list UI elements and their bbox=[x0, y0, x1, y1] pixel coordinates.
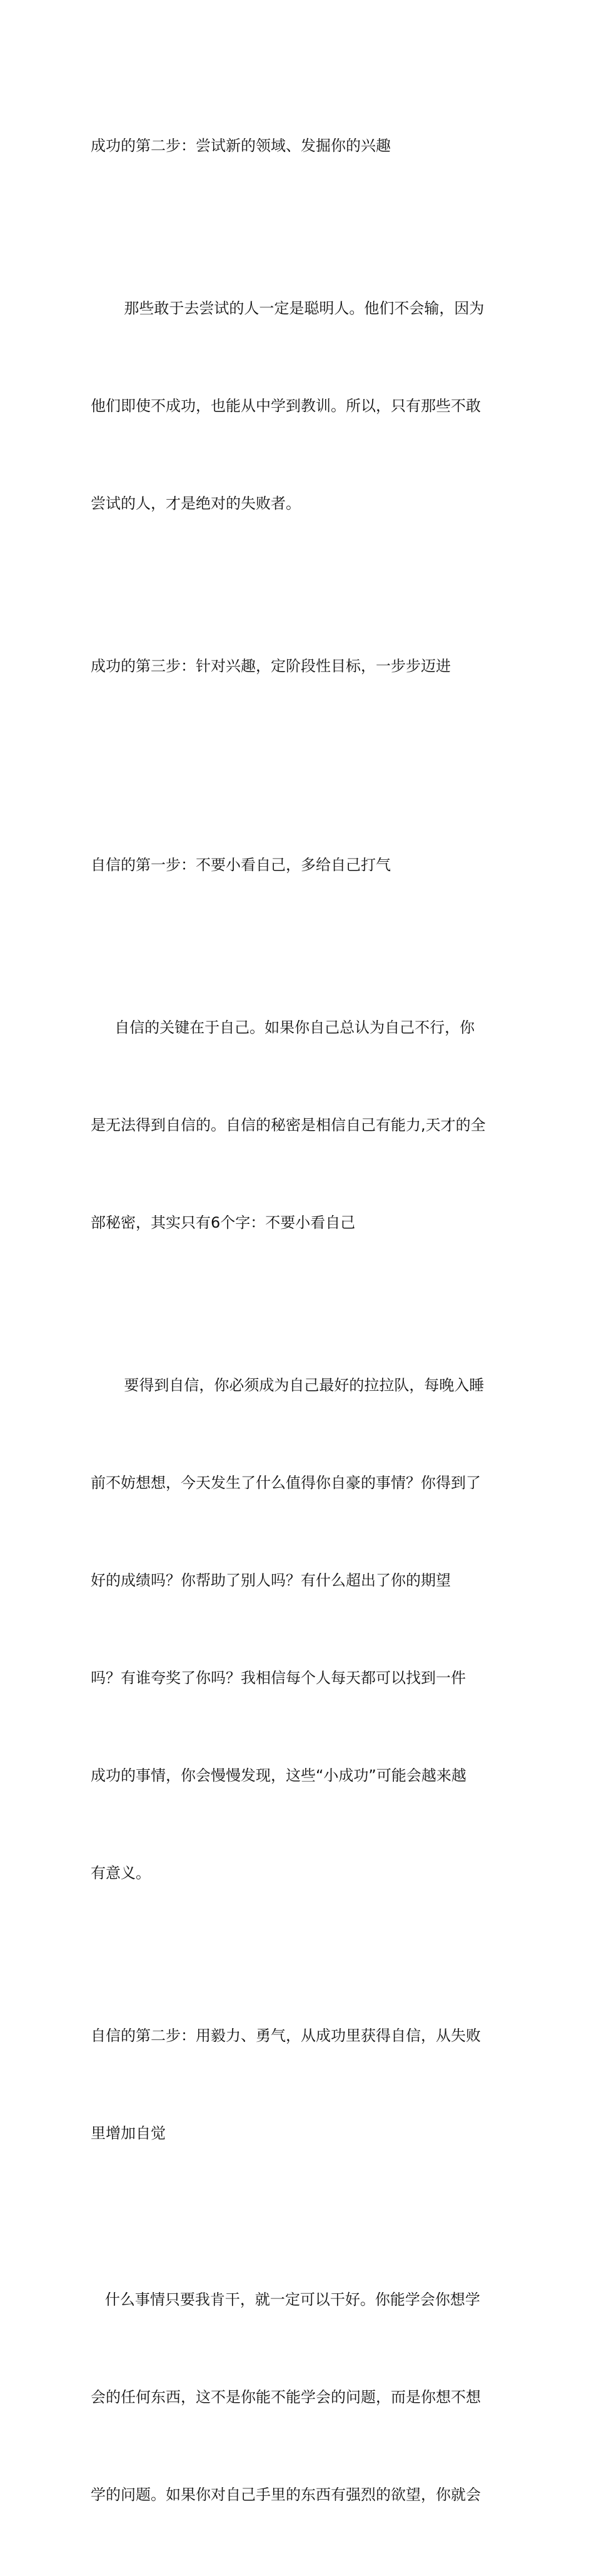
text-line: 部秘密，其实只有6个字：不要小看自己 bbox=[91, 1214, 356, 1231]
text-line: 里增加自觉 bbox=[91, 2124, 166, 2142]
text-line: 要得到自信，你必须成为自己最好的拉拉队，每晚入睡 bbox=[91, 1376, 485, 1394]
section-heading-confidence-step-1 bbox=[91, 784, 506, 946]
text-line: 是无法得到自信的。自信的秘密是相信自己有能力,天才的全 bbox=[91, 1116, 486, 1134]
text-line: 学的问题。如果你对自己手里的东西有强烈的欲望，你就会 bbox=[91, 2486, 481, 2503]
text-line: 成功的第三步：针对兴趣，定阶段性目标，一步步迈进 bbox=[91, 657, 451, 675]
section-heading-success-step-3 bbox=[91, 585, 506, 747]
paragraph-confidence-key bbox=[91, 946, 506, 1304]
text-line: 尝试的人，才是绝对的失败者。 bbox=[91, 495, 301, 512]
text-line: 他们即使不成功，也能从中学到教训。所以，只有那些不敢 bbox=[91, 397, 481, 415]
text-line: 自信的第二步：用毅力、勇气，从成功里获得自信，从失败 bbox=[91, 2027, 481, 2044]
text-line: 好的成绩吗？你帮助了别人吗？有什么超出了你的期望 bbox=[91, 1572, 451, 1589]
paragraph-cheerleader bbox=[91, 1304, 506, 1954]
text-line: 有意义。 bbox=[91, 1864, 151, 1882]
section-heading-confidence-step-2 bbox=[91, 1954, 506, 2215]
document-body bbox=[91, 64, 506, 2576]
text-line: 吗？有谁夸奖了你吗？我相信每个人每天都可以找到一件 bbox=[91, 1669, 466, 1687]
paragraph-willingness bbox=[91, 2218, 506, 2576]
text-line: 自信的第一步：不要小看自己，多给自己打气 bbox=[91, 856, 391, 874]
text-line: 什么事情只要我肯干，就一定可以干好。你能学会你想学 bbox=[91, 2291, 480, 2308]
text-line: 成功的第二步：尝试新的领域、发掘你的兴趣 bbox=[91, 137, 391, 154]
text-line: 前不妨想想，今天发生了什么值得你自豪的事情？你得到了 bbox=[91, 1474, 481, 1492]
text-line: 成功的事情，你会慢慢发现，这些“小成功”可能会越来越 bbox=[91, 1767, 466, 1784]
blank-gap bbox=[91, 747, 506, 784]
paragraph-try-new bbox=[91, 227, 506, 585]
section-heading-success-step-2 bbox=[91, 64, 506, 227]
text-line: 自信的关键在于自己。如果你自己总认为自己不行，你 bbox=[91, 1019, 475, 1036]
text-line: 那些敢于去尝试的人一定是聪明人。他们不会输，因为 bbox=[91, 300, 485, 317]
text-line: 会的任何东西，这不是你能不能学会的问题，而是你想不想 bbox=[91, 2388, 481, 2406]
